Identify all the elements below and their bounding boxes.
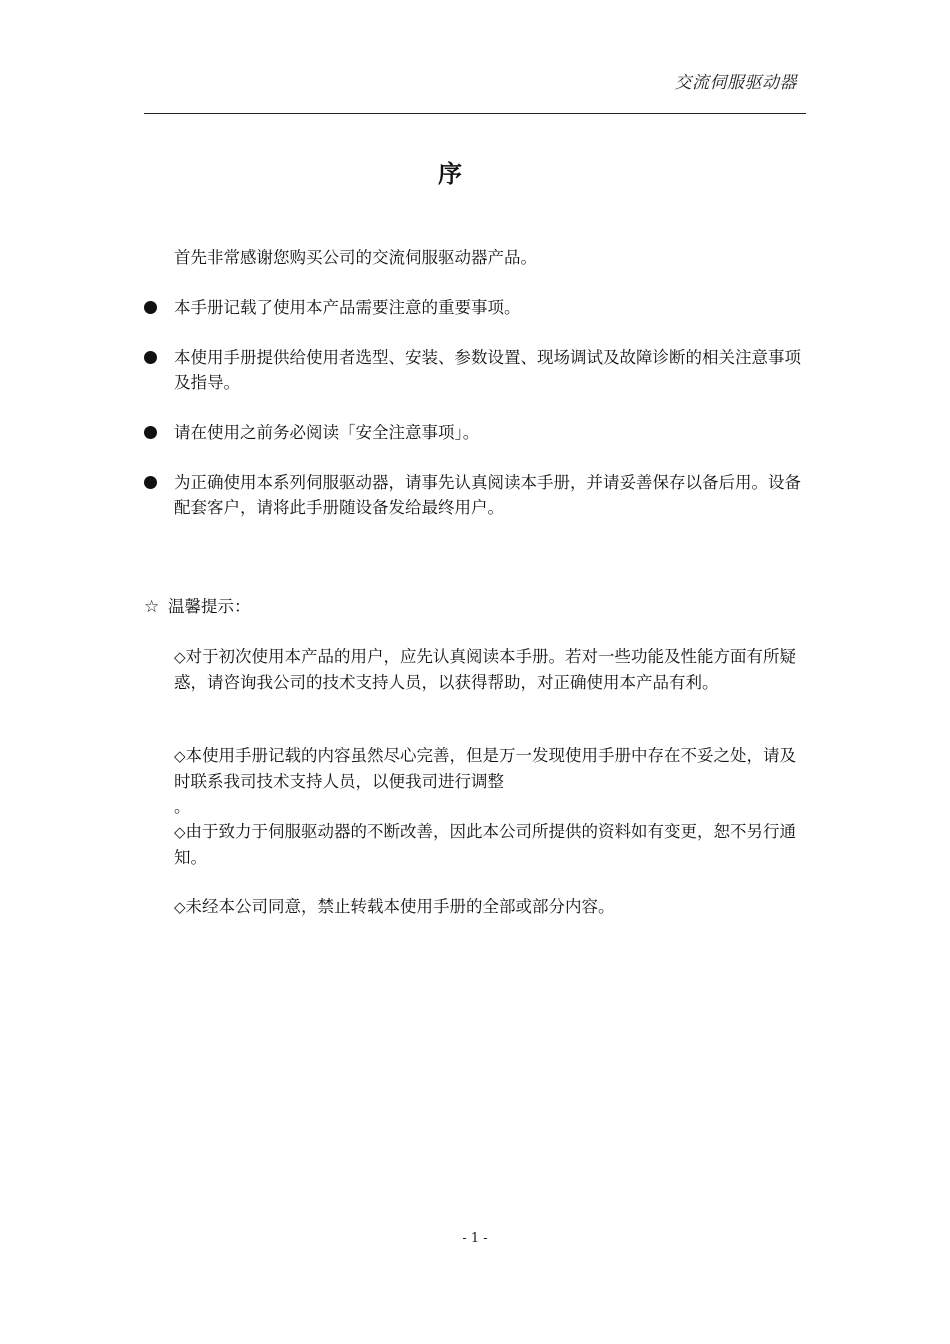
diamond-icon: ◇ (174, 898, 186, 916)
page-title: 序 (438, 160, 462, 188)
bullet-text: 本使用手册提供给使用者选型、安装、参数设置、现场调试及故障诊断的相关注意事项及指导。 (174, 348, 801, 392)
bullet-dot-icon (144, 301, 157, 314)
bullet-item (144, 420, 806, 445)
bullet-text: 本手册记载了使用本产品需要注意的重要事项。 (174, 298, 521, 317)
bullet-dot-icon (144, 351, 157, 364)
tips-heading (144, 594, 251, 620)
tip-trailing-punctuation: 。 (174, 797, 191, 816)
bullet-item (144, 295, 806, 320)
tip-text: 对于初次使用本产品的用户，应先认真阅读本手册。若对一些功能及性能方面有所疑惑，请咨询我公司的技术支持人员，以获得帮助，对正确使用本产品有利。 (174, 647, 797, 692)
tip-text: 由于致力于伺服驱动器的不断改善，因此本公司所提供的资料如有变更，恕不另行通知。 (174, 822, 797, 867)
diamond-icon: ◇ (174, 823, 186, 841)
star-icon: ☆ (144, 597, 160, 617)
intro-paragraph: 首先非常感谢您购买公司的交流伺服驱动器产品。 (174, 248, 537, 267)
bullet-dot-icon (144, 476, 157, 489)
page-number: - 1 - (462, 1231, 488, 1246)
bullet-text: 为正确使用本系列伺服驱动器，请事先认真阅读本手册，并请妥善保存以备后用。设备配套客户，请将此手册随设备发给最终用户。 (174, 473, 801, 517)
bullet-item (144, 470, 806, 520)
header-divider (144, 113, 806, 114)
tip-item (174, 819, 806, 870)
bullet-dot-icon (144, 426, 157, 439)
running-header: 交流伺服驱动器 (674, 73, 797, 93)
tip-item (174, 894, 806, 920)
diamond-icon: ◇ (174, 648, 186, 666)
tip-text: 本使用手册记载的内容虽然尽心完善，但是万一发现使用手册中存在不妥之处，请及时联系我司技术支持人员，以便我司进行调整 (174, 746, 797, 791)
diamond-icon: ◇ (174, 747, 186, 765)
tip-text: 未经本公司同意，禁止转载本使用手册的全部或部分内容。 (185, 897, 615, 916)
bullet-item (144, 345, 806, 395)
tip-item (174, 644, 806, 695)
tips-heading-label: 温馨提示： (168, 597, 251, 616)
bullet-text: 请在使用之前务必阅读「安全注意事项」。 (174, 423, 480, 442)
tip-item (174, 743, 806, 819)
